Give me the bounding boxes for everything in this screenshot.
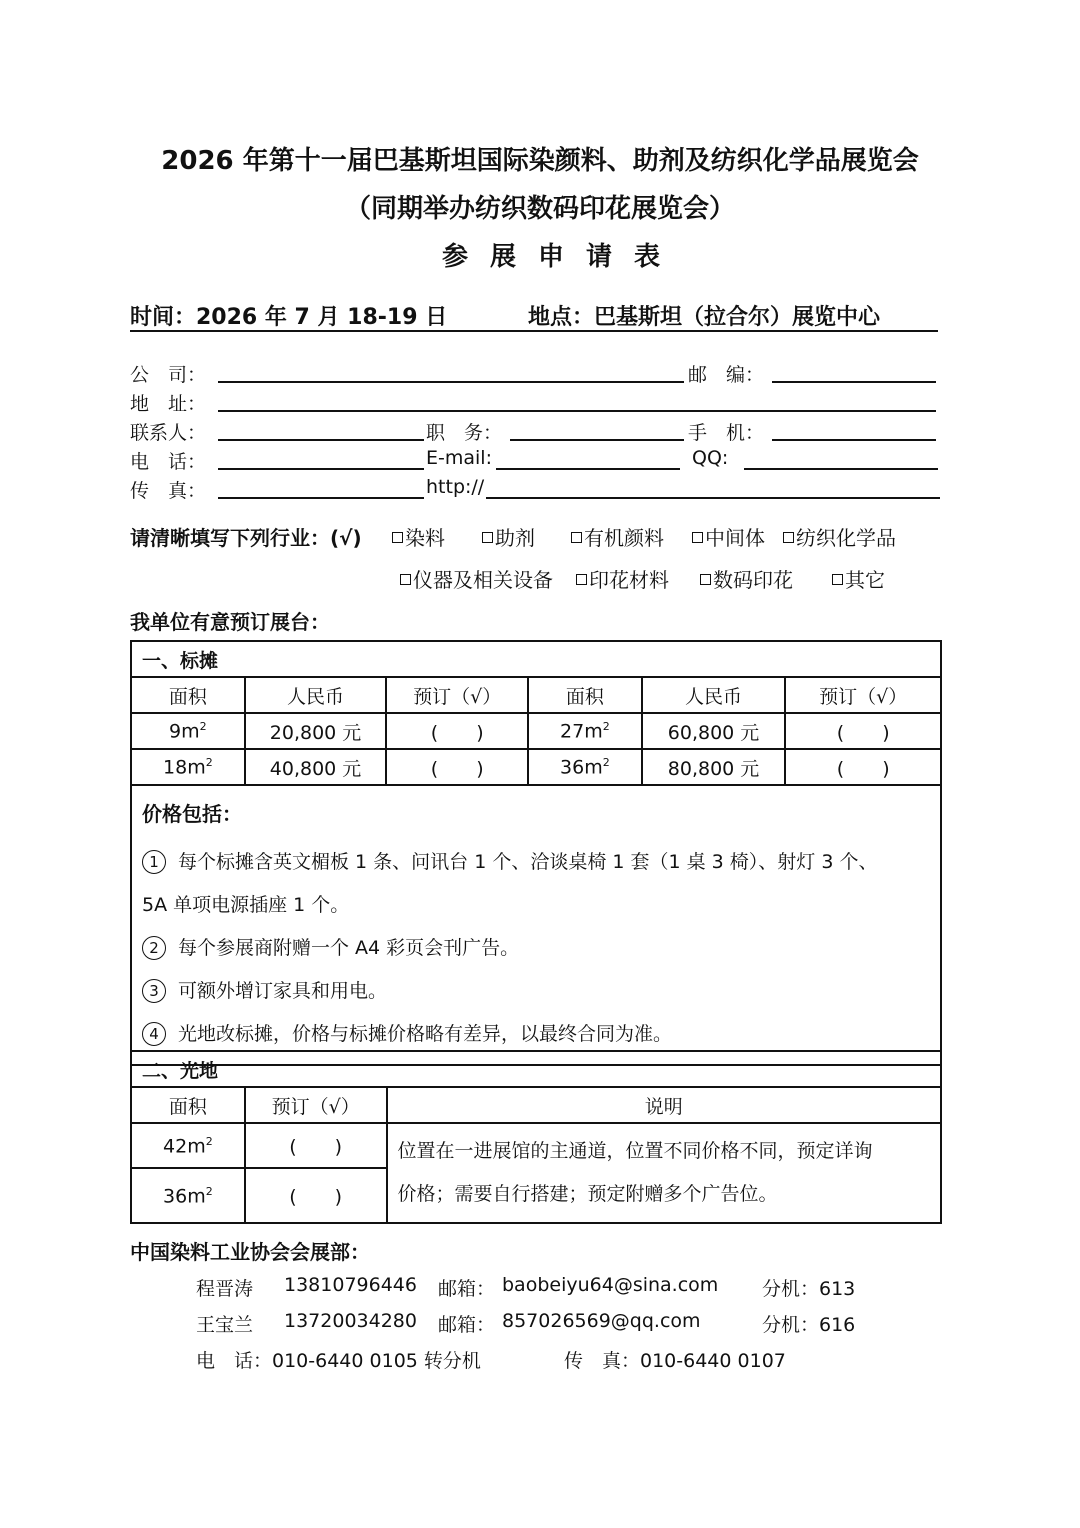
email-label: 邮箱： (438, 1314, 496, 1336)
organizer-fax: 传 真：010-6440 0107 (564, 1350, 786, 1372)
event-location: 地点：巴基斯坦（拉合尔）展览中心 (528, 305, 881, 330)
booking-mark[interactable]: ( ) (785, 713, 941, 749)
checkbox-icon (400, 574, 411, 585)
contact-email[interactable]: 857026569@qq.com (502, 1310, 701, 1332)
website-field[interactable] (486, 497, 940, 499)
booking-mark[interactable]: ( ) (386, 749, 528, 785)
list-item: 1 每个标摊含英文楣板 1 条、问讯台 1 个、洽谈桌椅 1 套（1 桌 3 椅）、射灯 3 个、 (142, 841, 930, 884)
contact-phone: 13810796446 (284, 1274, 417, 1296)
list-item: 4 光地改标摊，价格与标摊价格略有差异，以最终合同为准。 (142, 1013, 930, 1056)
raw-space-heading: 二、光地 (131, 1051, 941, 1087)
mobile-field[interactable] (772, 439, 936, 441)
area-cell: $18m^2$ (131, 749, 245, 785)
checkbox-icon (692, 532, 703, 543)
price-includes (131, 785, 941, 1065)
organizer-contacts (130, 1236, 950, 1265)
list-item: 2 每个参展商附赠一个 A4 彩页会刊广告。 (142, 927, 930, 970)
checkbox-icon (571, 532, 582, 543)
column-header: 预订（√） (785, 677, 941, 713)
contact-name: 程晋涛 (196, 1278, 254, 1300)
fax-label: 传 真： (130, 480, 207, 502)
contact-name: 王宝兰 (196, 1314, 254, 1336)
page-subtitle: （同期举办纺织数码印花展览会） (344, 194, 735, 224)
table-row (131, 713, 941, 749)
checkbox-icon (576, 574, 587, 585)
contact-phone: 13720034280 (284, 1310, 417, 1332)
organizer-heading: 中国染料工业协会会展部： (130, 1240, 370, 1264)
industry-option-other[interactable]: 其它 (832, 564, 885, 593)
contact-extension: 分机：613 (762, 1278, 856, 1300)
table-row (131, 1123, 941, 1168)
industry-option-textile-chemical[interactable]: 纺织化学品 (783, 522, 896, 551)
company-label: 公 司： (130, 364, 207, 386)
phone-field[interactable] (218, 468, 424, 470)
column-header: 预订（√） (245, 1087, 387, 1123)
booking-intro: 我单位有意预订展台： (130, 610, 330, 634)
position-field[interactable] (510, 439, 684, 441)
postcode-field[interactable] (772, 381, 936, 383)
column-header: 人民币 (245, 677, 387, 713)
address-field[interactable] (218, 410, 936, 412)
table-row (131, 749, 941, 785)
column-header: 面积 (131, 1087, 245, 1123)
form-name: 参展申请表 (441, 242, 682, 272)
organizer-phone: 电 话：010-6440 0105 转分机 (196, 1350, 481, 1372)
standard-booth-heading: 一、标摊 (131, 641, 941, 677)
area-cell: $9m^2$ (131, 713, 245, 749)
price-cell: 40,800 元 (245, 749, 387, 785)
checkbox-icon (832, 574, 843, 585)
event-info (130, 300, 938, 332)
checkbox-icon (783, 532, 794, 543)
column-header: 人民币 (642, 677, 786, 713)
email-field[interactable] (496, 468, 680, 470)
price-cell: 80,800 元 (642, 749, 786, 785)
industry-option-printing-material[interactable]: 印花材料 (576, 564, 669, 593)
number-3-icon: 3 (142, 979, 166, 1003)
qq-field[interactable] (744, 468, 938, 470)
price-cell: 60,800 元 (642, 713, 786, 749)
industry-option-auxiliary[interactable]: 助剂 (482, 522, 535, 551)
industry-option-intermediate[interactable]: 中间体 (692, 522, 765, 551)
event-time: 时间：2026 年 7 月 18-19 日 (130, 305, 448, 330)
area-cell: $27m^2$ (528, 713, 642, 749)
table-header-row (131, 677, 941, 713)
contact-email[interactable]: baobeiyu64@sina.com (502, 1274, 719, 1296)
phone-label: 电 话： (130, 451, 207, 473)
email-label: 邮箱： (438, 1278, 496, 1300)
price-includes-title: 价格包括： (142, 802, 242, 826)
industry-prompt: 请清晰填写下列行业：(√) (130, 526, 362, 550)
industry-option-instruments[interactable]: 仪器及相关设备 (400, 564, 553, 593)
column-header: 面积 (528, 677, 642, 713)
price-cell: 20,800 元 (245, 713, 387, 749)
email-label: E-mail: (426, 447, 492, 469)
booking-table (130, 640, 942, 1066)
booking-mark[interactable]: ( ) (245, 1168, 387, 1223)
area-cell: $36m^2$ (131, 1168, 245, 1223)
raw-space-description: 位置在一进展馆的主通道，位置不同价格不同，预定详询 价格；需要自行搭建；预定附赠多个广告位。 (387, 1123, 941, 1223)
number-2-icon: 2 (142, 936, 166, 960)
number-4-icon: 4 (142, 1022, 166, 1046)
raw-space-table (130, 1050, 942, 1224)
area-cell: $42m^2$ (131, 1123, 245, 1168)
checkbox-icon (482, 532, 493, 543)
list-item: 5A 单项电源插座 1 个。 (142, 894, 350, 916)
contact-field[interactable] (218, 439, 424, 441)
mobile-label: 手 机： (688, 422, 765, 444)
position-label: 职 务： (426, 422, 503, 444)
industry-option-dye[interactable]: 染料 (392, 522, 445, 551)
area-cell: $36m^2$ (528, 749, 642, 785)
contact-extension: 分机：616 (762, 1314, 856, 1336)
table-header-row (131, 1087, 941, 1123)
column-header: 预订（√） (386, 677, 528, 713)
company-field[interactable] (218, 381, 684, 383)
postcode-label: 邮 编： (688, 364, 765, 386)
column-header: 面积 (131, 677, 245, 713)
list-item: 3 可额外增订家具和用电。 (142, 970, 930, 1013)
qq-label: QQ: (692, 447, 729, 469)
contact-label: 联系人： (130, 422, 207, 444)
booking-mark[interactable]: ( ) (245, 1123, 387, 1168)
number-1-icon: 1 (142, 850, 166, 874)
fax-field[interactable] (218, 497, 424, 499)
booking-mark[interactable]: ( ) (785, 749, 941, 785)
website-label: http:// (426, 476, 485, 498)
checkbox-icon (392, 532, 403, 543)
checkbox-icon (700, 574, 711, 585)
address-label: 地 址： (130, 393, 207, 415)
booking-mark[interactable]: ( ) (386, 713, 528, 749)
industry-option-organic-pigment[interactable]: 有机颜料 (571, 522, 664, 551)
industry-option-digital-printing[interactable]: 数码印花 (700, 564, 793, 593)
column-header: 说明 (387, 1087, 941, 1123)
page-title: 2026 年第十一届巴基斯坦国际染颜料、助剂及纺织化学品展览会 (161, 146, 919, 176)
